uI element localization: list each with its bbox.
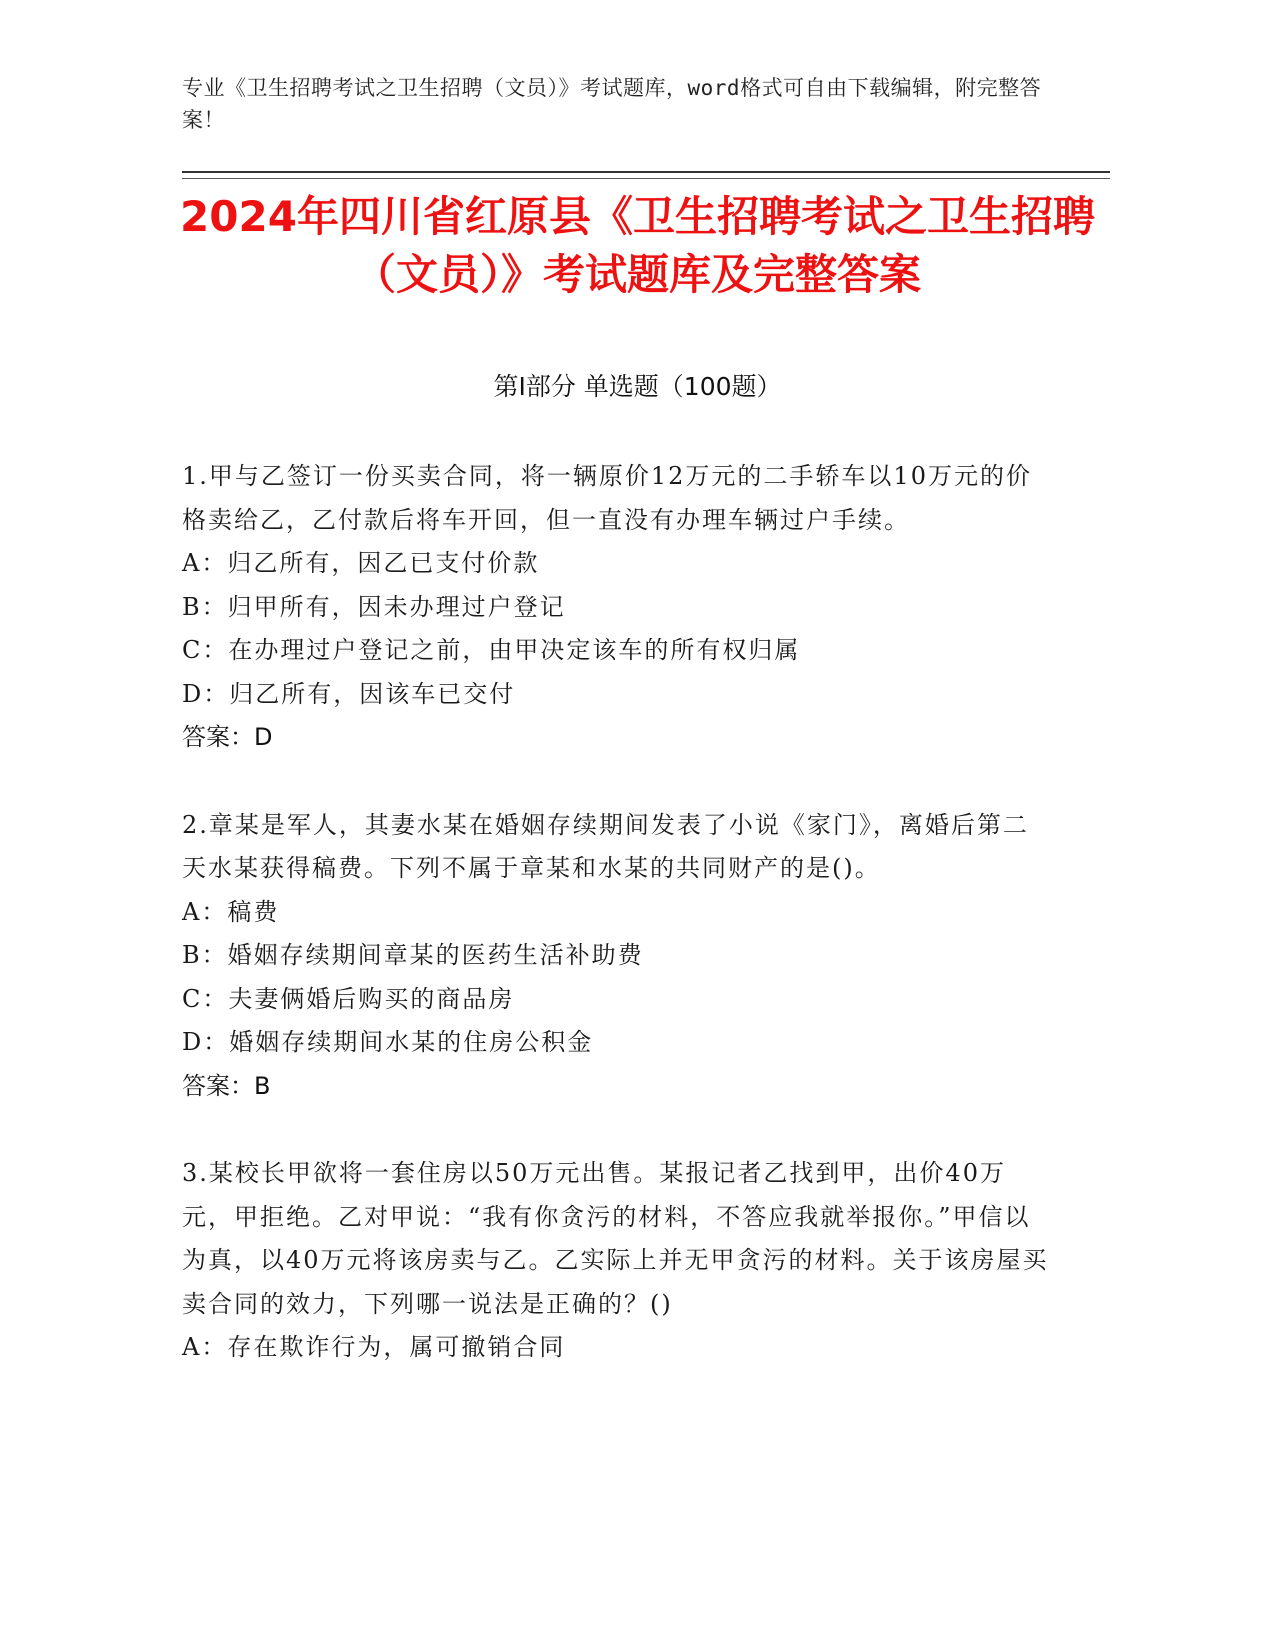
answer-line: 答案：D (182, 723, 273, 751)
option-c: C：夫妻俩婚后购买的商品房 (182, 984, 515, 1013)
option-d: D：婚姻存续期间水某的住房公积金 (182, 1028, 594, 1056)
question-3 (182, 1152, 1052, 1370)
document-title: 2024年四川省红原县《卫生招聘考试之卫生招聘（文员）》考试题库及完整答案 (180, 192, 1095, 299)
question-stem: 2.章某是军人，其妻水某在婚姻存续期间发表了小说《家门》，离婚后第二天水某获得稿费。下列不属于章某和水某的共同财产的是()。 (182, 810, 1029, 882)
option-a: A：稿费 (182, 897, 280, 926)
question-2 (182, 804, 1052, 1109)
question-1 (182, 455, 1052, 760)
option-b: B：归甲所有，因未办理过户登记 (182, 592, 566, 621)
option-b: B：婚姻存续期间章某的医药生活补助费 (182, 941, 644, 969)
header-note: 专业《卫生招聘考试之卫生招聘（文员）》考试题库，word格式可自由下载编辑，附完整答案！ (182, 76, 1042, 132)
option-d: D：归乙所有，因该车已交付 (182, 679, 516, 708)
question-stem: 1.甲与乙签订一份买卖合同，将一辆原价12万元的二手轿车以10万元的价格卖给乙，乙付款后将车开回，但一直没有办理车辆过户手续。 (182, 462, 1032, 534)
section-heading: 第Ⅰ部分 单选题（100题） (493, 372, 782, 401)
header-divider-thin (182, 178, 1110, 179)
question-stem: 3.某校长甲欲将一套住房以50万元出售。某报记者乙找到甲，出价40万元，甲拒绝。乙对甲说：“我有你贪污的材料，不答应我就举报你。”甲信以为真，以40万元将该房卖与乙。乙实际上并无甲贪污的材料。关于该房屋买卖合同的效力，下列哪一说法是正确的？() (182, 1159, 1049, 1318)
option-a: A：归乙所有，因乙已支付价款 (182, 549, 540, 577)
header-divider-thick (182, 171, 1110, 173)
option-c: C：在办理过户登记之前，由甲决定该车的所有权归属 (182, 636, 801, 664)
answer-line: 答案：B (182, 1071, 271, 1100)
question-list (182, 455, 1052, 1414)
option-a: A：存在欺诈行为，属可撤销合同 (182, 1333, 566, 1361)
